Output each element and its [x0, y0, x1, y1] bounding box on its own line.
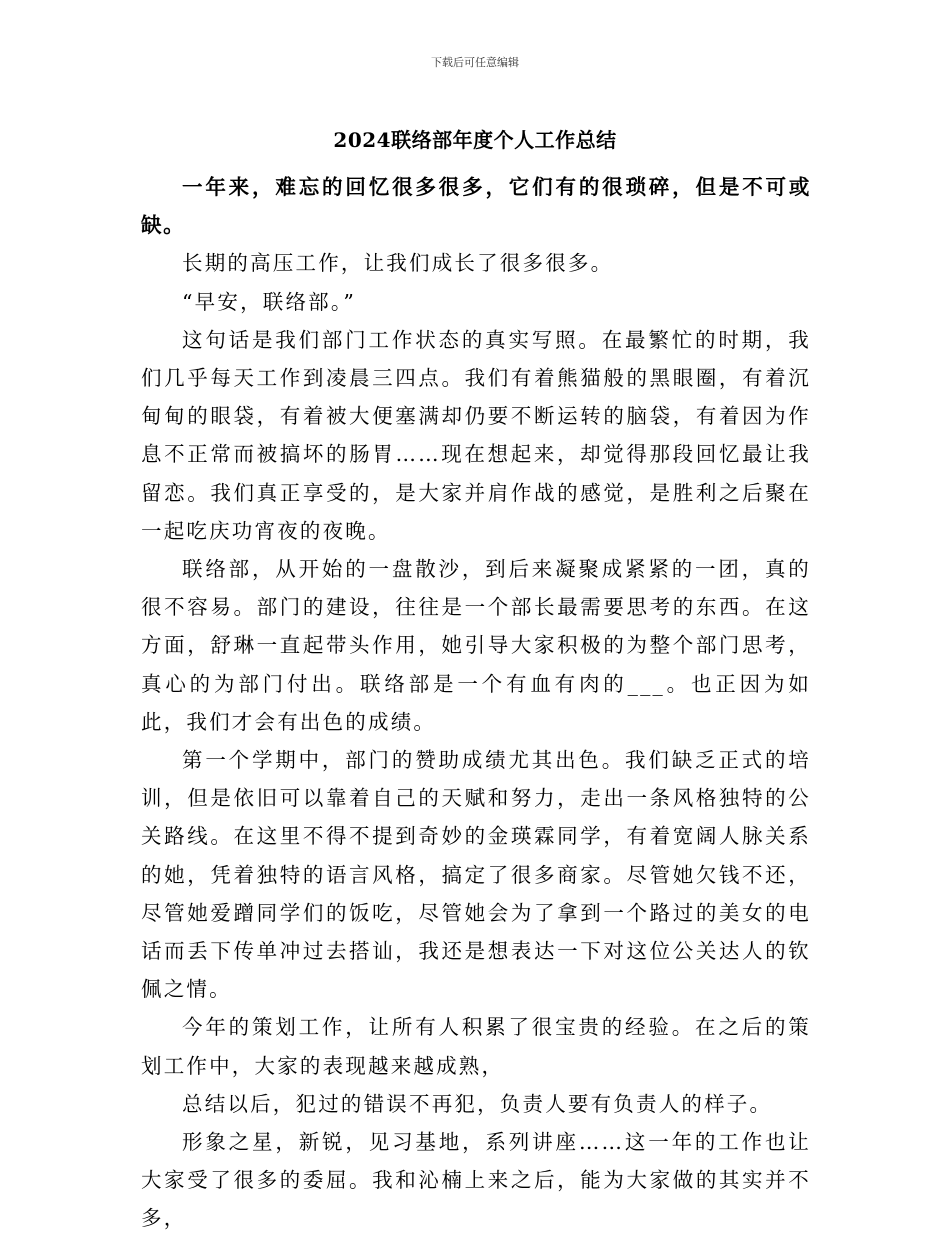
paragraph: 联络部，从开始的一盘散沙，到后来凝聚成紧紧的一团，真的很不容易。部门的建设，往往是一个部长最需要思考的东西。在这方面，舒琳一直起带头作用，她引导大家积极的为整个部门思考，真心的为部门付出。联络部是一个有血有肉的___。也正因为如此，我们才会有出色的成绩。 [141, 557, 811, 734]
paragraph: 长期的高压工作，让我们成长了很多很多。 [182, 251, 614, 276]
paragraph: 第一个学期中，部门的赞助成绩尤其出色。我们缺乏正式的培训，但是依旧可以靠着自己的天赋和努力，走出一条风格独特的公关路线。在这里不得不提到奇妙的金瑛霖同学，有着宽阔人脉关系的她，凭着独特的语言风格，搞定了很多商家。尽管她欠钱不还，尽管她爱蹭同学们的饭吃，尽管她会为了拿到一个路过的美女的电话而丢下传单冲过去搭讪，我还是想表达一下对这位公关达人的钦佩之情。 [141, 748, 811, 1002]
paragraph: 总结以后，犯过的错误不再犯，负责人要有负责人的样子。 [182, 1091, 773, 1116]
lead-paragraph: 一年来，难忘的回忆很多很多，它们有的很琐碎，但是不可或缺。 [141, 175, 811, 238]
document-body [141, 168, 811, 1238]
paragraph: 今年的策划工作，让所有人积累了很宝贵的经验。在之后的策划工作中，大家的表现越来越成熟， [141, 1015, 811, 1078]
header-note: 下载后可任意编辑 [431, 56, 519, 69]
paragraph: 这句话是我们部门工作状态的真实写照。在最繁忙的时期，我们几乎每天工作到凌晨三四点。我们有着熊猫般的黑眼圈，有着沉甸甸的眼袋，有着被大便塞满却仍要不断运转的脑袋，有着因为作息不正常而被搞坏的肠胃……现在想起来，却觉得那段回忆最让我留恋。我们真正享受的，是大家并肩作战的感觉，是胜利之后聚在一起吃庆功宵夜的夜晚。 [141, 327, 811, 543]
document-title: 2024联络部年度个人工作总结 [333, 128, 617, 152]
paragraph: “早安，联络部。” [182, 289, 357, 314]
paragraph: 形象之星，新锐，见习基地，系列讲座……这一年的工作也让大家受了很多的委屈。我和沁楠上来之后，能为大家做的其实并不多， [141, 1130, 811, 1231]
